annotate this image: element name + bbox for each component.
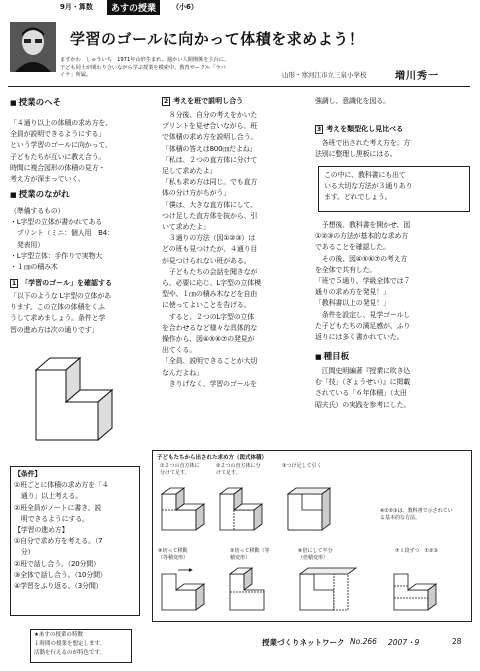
footer-issue: No.266	[350, 637, 377, 646]
school-name: 山形・寒河江市立三泉小学校	[282, 71, 367, 79]
figure-label-7: ⑦１段ずつ ①②③	[395, 548, 438, 554]
step3-text: 各班で出された考え方を、方 法別に整理し黒板にはる。	[315, 139, 411, 159]
teacher-question-text: この中に、教科書にも出て いる大切な方法が３通りあり ます。どれでしょう。	[324, 171, 413, 202]
step3-after-text: 予想後、教科書を開かせ、図 ①②③の方法が基本的な求め方 であることを確認した。 その後、図④⑤⑥⑦の考え方 を全体で共有した。 「班で５通り、学級全体では７ 通りの求め方を発見！」 「教科書以上の発見！」 条件を設定し、見学ゴールし た子どもたちの満足感が、ふり 返りには多く書かれていた。	[315, 221, 411, 342]
step1-text: 「以下のような L字型の立体があ ります。この立体の体積をくふ うして求めましょう。条件と学 習の進め方は次の通りです」	[10, 292, 111, 334]
header-rule	[8, 86, 470, 87]
step2-text: ８分後、自分の考えをかいた プリントを見せ合いながら、班 で体積の求め方を説明し合う。 「体積の答えは800㎝だよね」 「私は、２つの直方体に分けて 足して求めたよ」 「私も求め方は同じ。でも直方 体の分け方がちがう」 「僕は、大きな直方体にして、 つけ足した直方体を抜から、引 いて求めたよ」 ３通りの方法（図①②③）は どの班も見つけたが、４通り目 が見つけられない班がある。 子どもたちの会話を聞きなが ら、必要に応じ、L字型の立体模 型や、１㎝の積み木などを自由 に使ってよいことを告げる。 すると、２つのL字型の立体 を合わせるなど様々な具体的な 操作から、図④⑤⑥⑦の発見が 出てくる。 「全員、説明できることが大切 なんだよね」 きりげなく、学習のゴールを	[162, 111, 261, 388]
month-tag: 9月・算数	[60, 3, 93, 11]
figure-note: ※①②③は、教科書で示されている基本的な方法。	[380, 508, 453, 521]
figure-label-6: ⑥倍にして半分（倍積変形）	[298, 548, 333, 561]
materials-list: （準備するもの） ・L字型の立体が書かれてある プリント（ミニ：個人用 B4： 発表用） ・L字型立体：手作りで実物大 ・１㎝の積み木	[10, 207, 114, 272]
footer-date: 2007・9	[388, 638, 420, 647]
grade-label: （小6）	[172, 3, 198, 11]
feature-note-text: ★あすの授業の特徴 １時間の授業を想定します。 活動を行えるのが特色です。	[34, 632, 106, 656]
author-bio: ますかわ しゅういち 1971年山形生まれ。週かい人間関係を主台に、 子ども同士が関わり合いながら学ぶ授業を模索中。教育サークル「ラバ イナ」所属。	[60, 57, 230, 78]
figure-label-2: ②２つの直方体に分けて足す。	[216, 463, 261, 476]
figure-label-4: ④切って移動（等積変形）	[158, 548, 189, 561]
conditions-text: 【条件】 ①班ごとに体積の求め方を「４ 通り」以上考える。 ②班全員がノートに書き、説 明できるようにする。 【学習の進め方】 ①自分で求め方を考える。（7 分） ②班で話し合う。（20分間） ③全体で話し合う。（10分間） ④学習をふり返る。（3分間）	[14, 470, 109, 591]
reference-title: ■ 種目板	[315, 350, 349, 362]
heso-text: 「４通り以上の体積の求め方を、 全員が説明できるようにする」 という学習のゴールに向かって、 子どもたちが互いに教え合う。 時間に複合図形の体積の見方・ 考え方が深まっていく。	[10, 119, 112, 184]
step3-heading: 3 考えを類型化し見比べる	[317, 125, 404, 133]
figure-caption: 子どもたちから出された求め方（図式体積）	[157, 455, 268, 461]
footer-publication: 授業づくりネットワーク	[262, 638, 345, 647]
section-title-nagare: ■ 授業のながれ	[10, 188, 70, 200]
step2-heading: 2 考えを班で説明し合う	[164, 97, 244, 105]
figure-label-1: ①２つの直方体に分けて足す。	[160, 463, 200, 476]
col3-intro: 強調し、意識化を図る。	[315, 97, 390, 105]
step1-heading: 1 「学習のゴール」を確認する	[12, 279, 113, 287]
methods-drawings	[152, 450, 470, 620]
section-title-heso: ■ 授業のヘそ	[10, 96, 61, 108]
article-title: 学習のゴールに向かって体積を求めよう！	[70, 30, 365, 48]
series-label: あすの授業	[107, 0, 160, 15]
footer-page-number: 28	[452, 637, 462, 646]
l-shape-solid-diagram	[28, 340, 138, 455]
author-name: 増川秀一	[395, 71, 439, 82]
figure-label-5: ⑤切って移動（等積変形）	[230, 548, 270, 561]
figure-label-3: ③つけ足して引く	[282, 463, 322, 469]
reference-text: 江間史明編著『授業に吹き込 む「技」（ぎょうせい）』に掲載 されている「６年体積」（太田 昭夫氏）の実践を参考にした。	[315, 367, 411, 409]
author-photo	[10, 22, 56, 72]
author-portrait-icon	[10, 22, 56, 72]
